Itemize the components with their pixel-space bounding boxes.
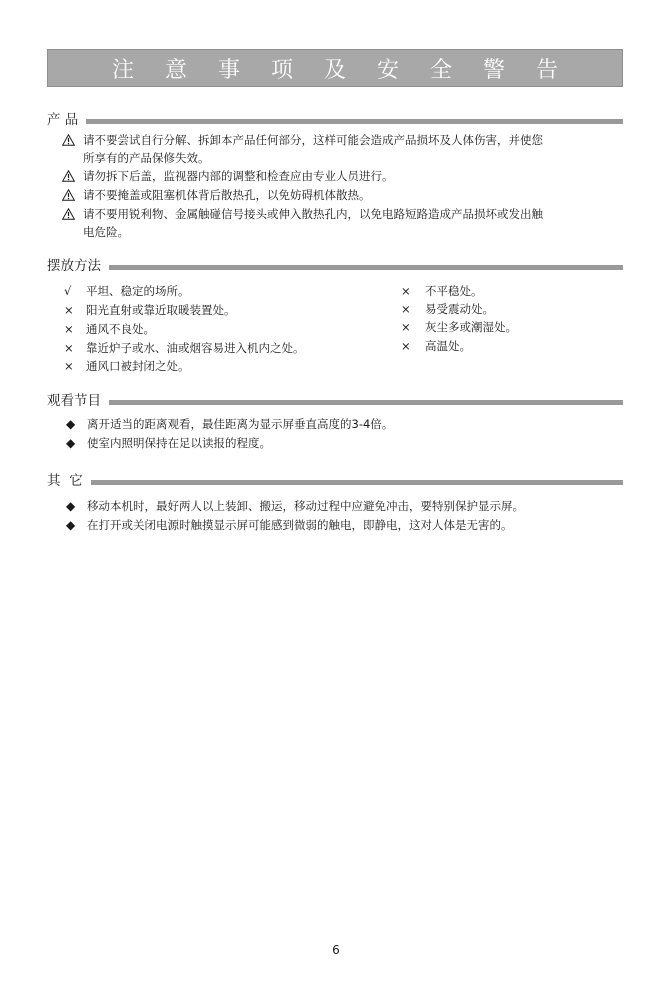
- section-divider: [109, 265, 623, 270]
- placement-text: 灰尘多或潮湿处。: [425, 320, 517, 334]
- viewing-text: 使室内照明保持在足以读报的程度。: [87, 436, 271, 450]
- cross-icon: ×: [401, 302, 411, 316]
- other-text: 移动本机时，最好两人以上装卸、搬运，移动过程中应避免冲击，要特别保护显示屏。: [87, 499, 524, 513]
- product-item-text: 请勿拆下后盖，监视器内部的调整和检查应由专业人员进行。: [83, 169, 394, 183]
- product-item-text-cont: 所享有的产品保修失效。: [83, 151, 210, 165]
- section-header-other: [47, 473, 623, 489]
- section-title-product: 产 品: [47, 112, 79, 128]
- section-header-viewing: [47, 393, 623, 409]
- placement-text: 阳光直射或靠近取暖装置处。: [86, 303, 236, 317]
- product-item-text: 请不要掩盖或阻塞机体背后散热孔，以免妨碍机体散热。: [83, 188, 371, 202]
- page-title: 注 意 事 项 及 安 全 警 告: [112, 57, 570, 83]
- diamond-bullet-icon: ◆: [66, 499, 76, 513]
- placement-text: 通风口被封闭之处。: [86, 359, 190, 373]
- diamond-bullet-icon: ◆: [66, 417, 76, 431]
- cross-icon: ×: [64, 359, 74, 373]
- warning-triangle-icon: [62, 168, 75, 182]
- warning-triangle-icon: [62, 187, 75, 201]
- title-banner: [47, 49, 623, 87]
- placement-text: 不平稳处。: [425, 284, 483, 298]
- product-item-text: 请不要用锐利物、金属触碰信号接头或伸入散热孔内，以免电路短路造成产品损坏或发出触: [83, 207, 543, 221]
- product-item-text: 请不要尝试自行分解、拆卸本产品任何部分，这样可能会造成产品损坏及人体伤害，并使您: [83, 133, 543, 147]
- cross-icon: ×: [64, 303, 74, 317]
- other-text: 在打开或关闭电源时触摸显示屏可能感到微弱的触电，即静电，这对人体是无害的。: [87, 518, 513, 532]
- section-divider: [91, 480, 623, 485]
- section-title-viewing: 观看节目: [47, 393, 101, 409]
- page-number: 6: [332, 943, 340, 957]
- placement-text: 通风不良处。: [86, 322, 155, 336]
- warning-triangle-icon: [62, 206, 75, 220]
- placement-text: 易受震动处。: [425, 302, 494, 316]
- section-header-placement: [47, 258, 623, 274]
- cross-icon: ×: [64, 341, 74, 355]
- section-title-other: 其 它: [47, 473, 83, 489]
- check-icon: √: [64, 284, 72, 298]
- viewing-text: 离开适当的距离观看，最佳距离为显示屏垂直高度的3-4倍。: [87, 417, 394, 431]
- cross-icon: ×: [401, 284, 411, 298]
- cross-icon: ×: [401, 320, 411, 334]
- diamond-bullet-icon: ◆: [66, 518, 76, 532]
- warning-triangle-icon: [62, 132, 75, 146]
- placement-text: 平坦、稳定的场所。: [86, 284, 190, 298]
- placement-text: 高温处。: [425, 339, 471, 353]
- section-header-product: [47, 112, 623, 128]
- section-divider: [109, 400, 623, 405]
- section-title-placement: 摆放方法: [47, 258, 101, 274]
- placement-text: 靠近炉子或水、油或烟容易进入机内之处。: [86, 341, 305, 355]
- cross-icon: ×: [401, 339, 411, 353]
- product-item-text-cont: 电危险。: [83, 225, 129, 239]
- section-divider: [86, 119, 623, 124]
- diamond-bullet-icon: ◆: [66, 436, 76, 450]
- cross-icon: ×: [64, 322, 74, 336]
